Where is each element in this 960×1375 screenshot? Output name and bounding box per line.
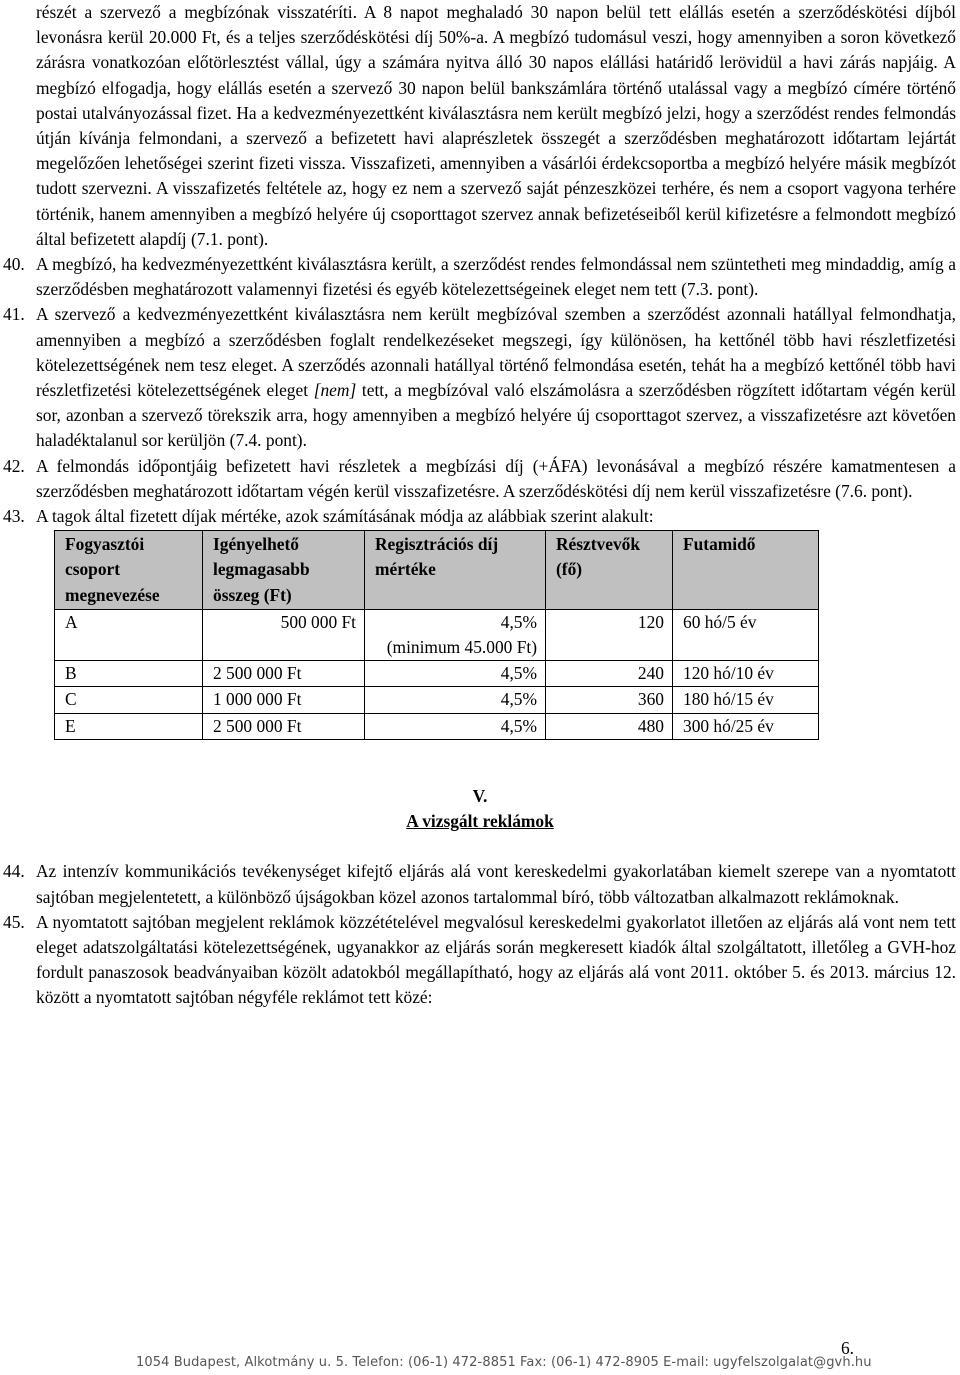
intro-paragraph: részét a szervező a megbízónak visszatéríti. A 8 napot meghaladó 30 napon belül tett elállás esetén a szerződéskötési díjból levonásra kerül 20.000 Ft, és a teljes szerződéskötési díj 50%-a. A megbízó tudomásul veszi, hogy amennyiben a soron következő zárásra vonatkozóan előtörlesztést vállal, úgy a számára nyitva álló 30 napos elállási határidő lerövidül a havi zárás napjáig. A megbízó elfogadja, hogy elállás esetén a szervező 30 napon belül bankszámlára történő utalással vagy a megbízó címére történő postai utalványozással fizet. Ha a kedvezményezettként kiválasztásra nem került megbízó jelzi, hogy a szerződést rendes felmondás útján kívánja felmondani, a szervező a befizetett havi alaprészletek összegét a szerződésben meghatározott időtartam lejártát megelőzően lehetőségei szerint fizeti vissza. Visszafizeti, amennyiben a vásárlói érdekcsoportba a megbízó helyére másik megbízót tudott szervezni. A visszafizetés feltétele az, hogy ez nem a szervező saját pénzeszközei terhére, és nem a csoport vagyona terhére történik, hanem amennyiben a megbízó helyére új csoporttagot szervez annak befizetéseiből kerül kifizetésre a felmondott megbízó által befizetett alapdíj (7.1. pont). (36, 2, 956, 249)
table-row (55, 687, 819, 713)
column-header: Fogyasztói csoport megnevezése (55, 531, 203, 610)
item-43 (3, 504, 956, 529)
section-number: V. (472, 785, 488, 806)
item-text: Az intenzív kommunikációs tevékenységet kifejtő eljárás alá vont kereskedelmi gyakorlatában kiemelt szerepe van a nyomtatott sajtóban megjelentetett, a különböző újságokban közel azonos tartalommal bíró, több változatban alkalmazott reklámoknak. (36, 861, 956, 907)
cell-fee: 4,5% (365, 713, 546, 739)
page-number: 6. (840, 1338, 854, 1358)
cell-term: 300 hó/25 év (673, 713, 819, 739)
item-44 (3, 859, 956, 909)
cell-group: E (55, 713, 203, 739)
table-row (55, 609, 819, 660)
fee-note: (minimum 45.000 Ft) (386, 637, 537, 658)
cell-participants: 480 (546, 713, 673, 739)
cell-group: A (55, 609, 203, 660)
item-40 (3, 252, 956, 302)
cell-fee (365, 609, 546, 660)
item-number: 45. (3, 911, 25, 932)
fee-value: 4,5% (500, 611, 537, 632)
item-number: 40. (3, 254, 25, 275)
item-41 (3, 302, 957, 453)
item-text-after: tett, a megbízóval való elszámolásra a szerződésben rögzített időtartam végén kerül sor, azonban a szervező törekszik arra, hogy amennyiben a megbízó helyére új csoporttagot szervez, a visszafizetésre azt követően haladéktalanul sor kerüljön (7.4. pont). (36, 380, 957, 451)
table-row (55, 713, 819, 739)
item-text: A nyomtatott sajtóban megjelent reklámok közzétételével megvalósul kereskedelmi gyakorlatot illetően az eljárás alá vont nem tett eleget adatszolgáltatási kötelezettségének, ugyanakkor az eljárás során megkeresett kiadók által szolgáltatott, illetőleg a GVH-hoz fordult panaszosok beadványaiban közölt adatokból megállapítható, hogy az eljárás alá vont 2011. október 5. és 2013. március 12. között a nyomtatott sajtóban négyféle reklámot tett közé: (36, 911, 956, 1008)
table-row (55, 661, 819, 687)
cell-fee: 4,5% (365, 661, 546, 687)
cell-participants: 120 (546, 609, 673, 660)
cell-amount: 2 500 000 Ft (203, 661, 365, 687)
document-page (3, 0, 957, 1011)
item-number: 44. (3, 861, 25, 882)
cell-amount: 500 000 Ft (203, 609, 365, 660)
column-header: Résztvevők (fő) (546, 531, 673, 610)
cell-group: B (55, 661, 203, 687)
item-42 (3, 454, 956, 504)
table-header-row (55, 531, 819, 610)
cell-term: 120 hó/10 év (673, 661, 819, 687)
item-text: A megbízó, ha kedvezményezettként kiválasztásra került, a szerződést rendes felmondással nem szüntetheti meg mindaddig, amíg a szerződésben meghatározott valamennyi fizetési és egyéb kötelezettségeinek eleget nem tett (7.3. pont). (36, 254, 956, 300)
item-text: A tagok által fizetett díjak mértéke, azok számításának módja az alábbiak szerint alakult: (36, 506, 654, 527)
item-text-before: A szervező a kedvezményezettként kiválasztásra nem került megbízóval szemben a szerződést azonnali hatállyal felmondhatja, amennyiben a megbízó a szerződésben foglalt rendelkezéseket megszegi, így különösen, ha kettőnél több havi részletfizetési kötelezettségének nem tesz eleget. A szerződés azonnali hatállyal történő felmondása esetén, tehát ha a megbízó kettőnél több havi részletfizetési kötelezettségének eleget (36, 304, 956, 401)
column-header: Igényelhető legmagasabb összeg (Ft) (203, 531, 365, 610)
section-heading (36, 784, 924, 834)
item-45 (3, 910, 956, 1011)
cell-amount: 1 000 000 Ft (203, 687, 365, 713)
item-number: 41. (3, 304, 25, 325)
column-header: Futamidő (673, 531, 819, 610)
cell-fee: 4,5% (365, 687, 546, 713)
item-number: 43. (3, 506, 25, 527)
item-text: A felmondás időpontjáig befizetett havi részletek a megbízási díj (+ÁFA) levonásával a megbízó részére kamatmentesen a szerződésben meghatározott időtartam végén kerül visszafizetésre. A szerződéskötési díj nem kerül visszafizetésre (7.6. pont). (36, 455, 956, 501)
page-footer: 1054 Budapest, Alkotmány u. 5. Telefon: (06-1) 472-8851 Fax: (06-1) 472-8905 E-mail: ugyfelszolgalat@gvh.hu (136, 1355, 872, 1370)
cell-term: 180 hó/15 év (673, 687, 819, 713)
section-title: A vizsgált reklámok (406, 811, 554, 832)
cell-term: 60 hó/5 év (673, 609, 819, 660)
item-text-italic: [nem] (313, 380, 357, 401)
cell-amount: 2 500 000 Ft (203, 713, 365, 739)
column-header: Regisztrációs díj mértéke (365, 531, 546, 610)
fees-table (54, 530, 819, 740)
cell-participants: 360 (546, 687, 673, 713)
cell-group: C (55, 687, 203, 713)
cell-participants: 240 (546, 661, 673, 687)
item-number: 42. (3, 455, 25, 476)
